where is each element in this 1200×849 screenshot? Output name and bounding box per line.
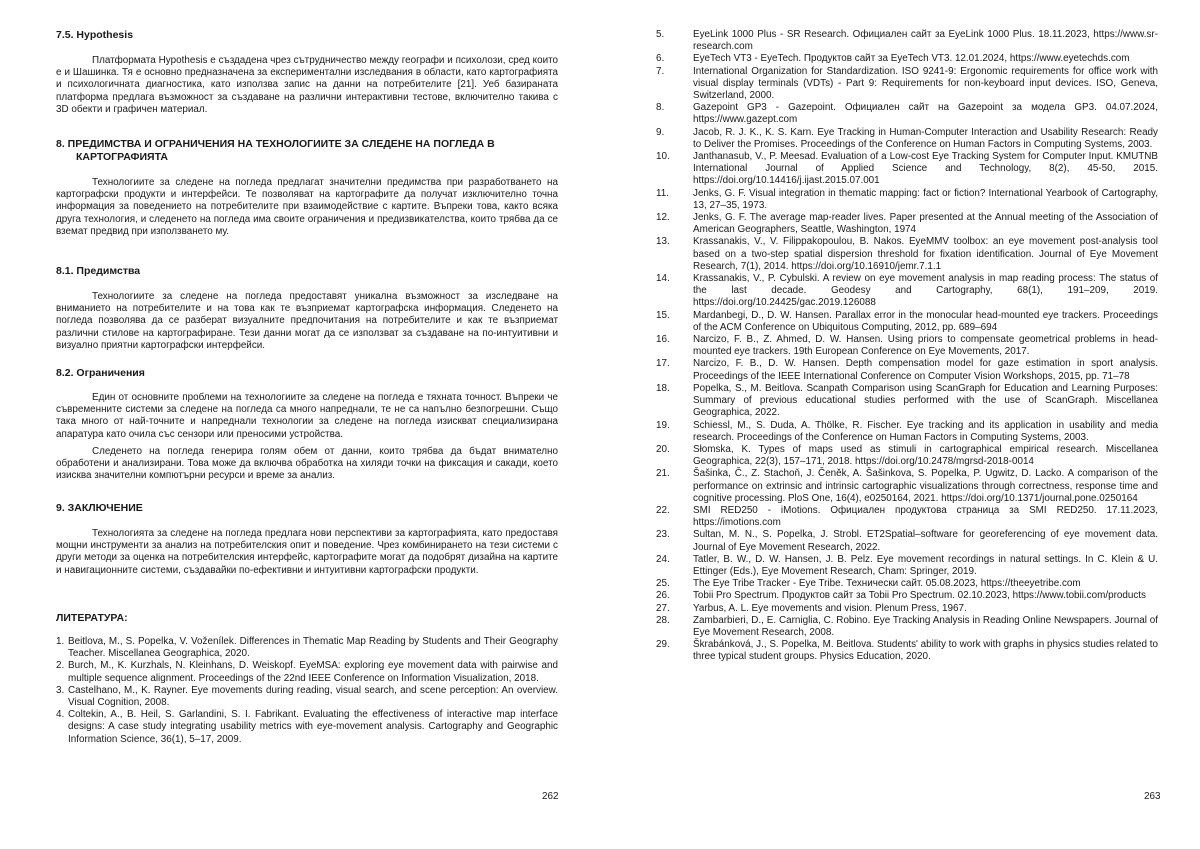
reference-item: 10. Janthanasub, V., P. Meesad. Evaluation of a Low-cost Eye Tracking System for Computer Input. KMUTNB International Journal of Applied Science and Technology, 8(2), 45-50, 2015. https://doi.org/10.14416/j.ijast.2015.07.001 [656,151,1158,187]
reference-item: 4. Coltekin, A., B. Heil, S. Garlandini, S. I. Fabrikant. Evaluating the effectiveness of interactive map interface designs: A case study integrating usability metrics with eye-movement analysis. Cartography and Geographic Information Science, 36(1), 5–17, 2009. [56,709,558,745]
reference-item: 17. Narcizo, F. B., D. W. Hansen. Depth compensation model for gaze estimation in sport analysis. Proceedings of the IEEE International Conference on Computer Vision Workshops, 2015, pp. 71–78 [656,358,1158,382]
reference-item: 16. Narcizo, F. B., Z. Ahmed, D. W. Hansen. Using priors to compensate geometrical problems in head-mounted eye trackers. 19th European Conference on Eye Movements, 2017. [656,334,1158,358]
reference-item: 18. Popelka, S., M. Beitlova. Scanpath Comparison using ScanGraph for Education and Learning Purposes: Summary of previous educational studies performed with the use of ScanGraph. Miscellanea Geographica, 2022. [656,382,1158,419]
reference-item: 25. The Eye Tribe Tracker - Eye Tribe. Технически сайт. 05.08.2023, https://theeyetribe.com [656,578,1081,590]
reference-item: 27. Yarbus, A. L. Eye movements and vision. Plenum Press, 1967. [656,602,967,614]
paragraph-advantages: Технологиите за следене на погледа предоставят уникална възможност за изследване на вниманието на потребителите и на това как те възприемат картографска информация. Следенето на погледа позволява да се разберат визуалните предпочитания на потребителите и как те възприемат различни стилове на картографиране. Тези данни могат да се използват за създаване на по-интуитивни и визуално приятни картографски интерфейси. [56,291,558,351]
paragraph-hypothesis: Платформата Hypothesis е създадена чрез сътрудничество между географи и психолози, сред които е и Шашинка. Тя е основно предназначена за експериментални изследвания в области, като картографията и психологичната диагностика, като използва запис на данни на потребителите [21]. Уеб базираната платформа предлага възможност за създаване на различни интерактивни тестове, включително такива с 3D обекти и графичен материал. [56,55,558,115]
reference-item: 7. International Organization for Standardization. ISO 9241-9: Ergonomic requirements for office work with visual display terminals (VDTs) - Part 9: Requirements for non-keyboard input devices. ISO, Geneva, Switzerland, 2000. [656,65,1158,102]
heading-8-2: 8.2. Ограничения [56,367,145,379]
reference-item: 26. Tobii Pro Spectrum. Продуктов сайт за Tobii Pro Spectrum. 02.10.2023, https://www.tobii.com/products [656,590,1146,602]
heading-section-9: 9. ЗАКЛЮЧЕНИЕ [56,502,143,514]
reference-item: 24. Tatler, B. W., D. W. Hansen, J. B. Pelz. Eye movement recordings in natural settings. In C. Klein & U. Ettinger (Eds.), Eye Movement Research, Cham: Springer, 2019. [656,553,1158,577]
paragraph-conclusion: Технологията за следене на погледа предлага нови перспективи за картографията, като предоставя мощни инструменти за анализ на потребителския опит и поведение. Чрез комбинирането на тези системи с други методи за оценка на потребителския интерфейс, картографите могат да подобрят дизайна на картите и навигационните системи, създавайки по-ефективни и интуитивни картографски продукти. [56,528,558,576]
reference-item: 1. Beitlova, M., S. Popelka, V. Voženílek. Differences in Thematic Map Reading by Students and Their Geography Teacher. Miscellanea Geographica, 2020. [56,636,558,660]
heading-8-1: 8.1. Предимства [56,265,141,277]
heading-7-5: 7.5. Hypothesis [56,29,134,41]
reference-item: 3. Castelhano, M., K. Rayner. Eye movements during reading, visual search, and scene perception: An overview. Visual Cognition, 2008. [56,684,558,709]
reference-item: 14. Krassanakis, V., P. Cybulski. A review on eye movement analysis in map reading process: The status of the last decade. Geodesy and Cartography, 68(1), 191–209, 2019. https://doi.org/10.24425/gac.2019.126088 [656,273,1158,309]
reference-item: 2. Burch, M., K. Kurzhals, N. Kleinhans, D. Weiskopf. EyeMSA: exploring eye movement data with pairwise and multiple sequence alignment. Proceedings of the 22nd IEEE Conference on Information Visualization, 2018. [56,660,558,684]
reference-item: 6. EyeTech VT3 - EyeTech. Продуктов сайт за EyeTech VT3. 12.01.2024, https://www.eyetechds.com [656,53,1130,65]
page-number-right: 263 [1144,791,1161,802]
references-title: ЛИТЕРАТУРА: [56,612,128,624]
reference-list-left [56,636,558,746]
reference-item: 28. Zambarbieri, D., E. Carniglia, C. Robino. Eye Tracking Analysis in Reading Online Newspapers. Journal of Eye Movement Research, 2008. [656,614,1158,638]
reference-item: 15. Mardanbegi, D., D. W. Hansen. Parallax error in the monocular head-mounted eye trackers. Proceedings of the ACM Conference on Ubiquitous Computing, 2012, pp. 689–694 [656,309,1158,333]
reference-item: 12. Jenks, G. F. The average map-reader lives. Paper presented at the Annual meeting of the Association of American Geographers, Seattle, Washington, 1974 [656,212,1158,236]
reference-item: 13. Krassanakis, V., V. Filippakopoulou, B. Nakos. EyeMMV toolbox: an eye movement post-analysis tool based on a two-step spatial dispersion threshold for fixation identification. Journal of Eye Movement Research, 7(1), 2014. https://doi.org/10.16910/jemr.7.1.1 [656,236,1158,272]
reference-item: 9. Jacob, R. J. K., K. S. Karn. Eye Tracking in Human-Computer Interaction and Usability Research: Ready to Deliver the Promises. Proceedings of the Conference on Human Factors in Computing Systems, 2003. [656,126,1158,150]
reference-item: 29. Škrabánková, J., S. Popelka, M. Beitlova. Students' ability to work with graphs in physics studies related to three typical student groups. Physics Education, 2020. [656,639,1158,663]
reference-item: 19. Schiessl, M., S. Duda, A. Thölke, R. Fischer. Eye tracking and its application in usability and media research. Proceedings of the Conference on Human Factors in Computing Systems, 2003. [656,419,1158,443]
heading-section-8: 8. ПРЕДИМСТВА И ОГРАНИЧЕНИЯ НА ТЕХНОЛОГИИТЕ ЗА СЛЕДЕНЕ НА ПОГЛЕДА В КАРТОГРАФИЯТА [56,138,495,163]
reference-item: 5. EyeLink 1000 Plus - SR Research. Официален сайт за EyeLink 1000 Plus. 18.11.2023, https://www.sr-research.com [656,29,1158,53]
paragraph-limitations-1: Един от основните проблеми на технологиите за следене на погледа е тяхната точност. Въпреки че съвременните системи за следене на погледа са много напреднали, те не са напълно безпогрешни. Също така много от най-точните и напреднали технологии за следене на погледа изискват специализирана апаратура като очила със сензори или преносими устройства. [56,392,558,440]
page-number-left: 262 [542,791,559,802]
reference-item: 22. SMI RED250 - iMotions. Официален продуктова страница за SMI RED250. 17.11.2023, https://imotions.com [656,504,1158,529]
reference-item: 20. Słomska, K. Types of maps used as stimuli in cartographical empirical research. Miscellanea Geographica, 22(3), 157–171, 2018. https://doi.org/10.2478/mgrsd-2018-0014 [656,443,1158,468]
paragraph-limitations-2: Следенето на погледа генерира голям обем от данни, които трябва да бъдат внимателно обработени и анализирани. Това може да включва обработка на хиляди точки на фиксация и сакади, което изисква значителни компютърни ресурси и време за анализ. [56,446,558,482]
reference-item: 8. Gazepoint GP3 - Gazepoint. Официален сайт на Gazepoint за модела GP3. 04.07.2024, https://www.gazept.com [656,102,1158,126]
reference-list-right [656,29,1158,664]
paragraph-section-8: Технологиите за следене на погледа предлагат значителни предимства при разработването на картографски продукти и интерфейси. Те позволяват на картографите да получат изключително точна информация за поведението на потребителите при взаимодействие с картите. Въпреки това, както всяка друга технология, и следенето на погледа има своите ограничения и предизвикателства, които трябва да се вземат предвид при използването му. [56,177,558,237]
reference-item: 23. Sultan, M. N., S. Popelka, J. Strobl. ET2Spatial–software for georeferencing of eye movement data. Journal of Eye Movement Research, 2022. [656,529,1158,553]
reference-item: 21. Šašinka, Č., Z. Stachoň, J. Čeněk, A. Šašinkova, S. Popelka, P. Ugwitz, D. Lacko. A comparison of the performance on extrinsic and intrinsic cartographic visualizations through correctness, response time and cognitive processing. PloS One, 16(4), e0250164, 2021. https://doi.org/10.1371/journal.pone.0250164 [656,468,1158,504]
reference-item: 11. Jenks, G. F. Visual integration in thematic mapping: fact or fiction? International Yearbook of Cartography, 13, 27–35, 1973. [656,187,1158,211]
